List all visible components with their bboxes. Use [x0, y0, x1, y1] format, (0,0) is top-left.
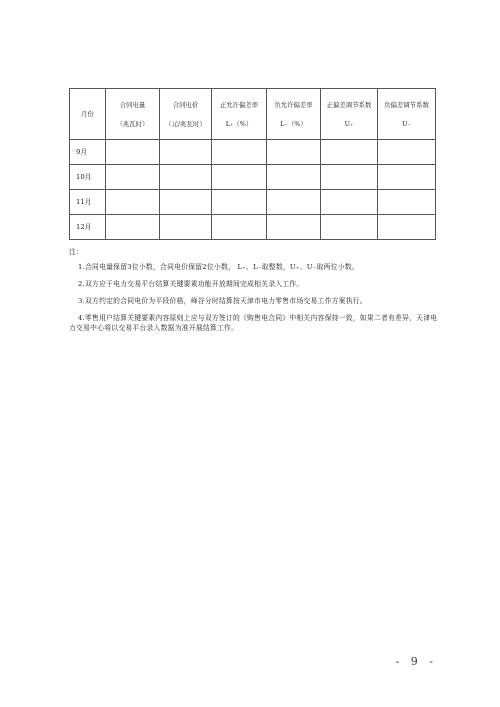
month-cell: 12月	[70, 215, 106, 240]
table-row	[70, 215, 436, 240]
table-cell	[160, 190, 212, 215]
table-cell	[160, 140, 212, 165]
notes-label: 注：	[69, 248, 83, 256]
header-cell-contract-quantity: 合同电量 （兆瓦时）	[106, 89, 160, 140]
table-row	[70, 190, 436, 215]
month-cell: 11月	[70, 190, 106, 215]
header-cell-positive-adjust-coefficient: 正偏差调节系数 U₊	[321, 89, 378, 140]
header-cell-month: 月份	[70, 89, 106, 140]
header-cell-negative-adjust-coefficient: 负偏差调节系数 U₋	[378, 89, 436, 140]
table-cell	[321, 165, 378, 190]
table-cell	[160, 215, 212, 240]
notes-section	[69, 247, 441, 340]
page-number: - 9 -	[395, 655, 437, 668]
table-cell	[321, 215, 378, 240]
month-cell: 10月	[70, 165, 106, 190]
note-item: 4.零售用户结算关键要素内容原则上应与双方签订的《购售电合同》中相关内容保持一致，如果二者有差异，天津电力交易中心将以交易平台录入数据为准开展结算工作。	[69, 314, 438, 332]
note-item: 1.合同电量保留3位小数，合同电价保留2位小数， L₊、L₋取整数，U₊、U₋取两位小数。	[78, 263, 359, 271]
contract-terms-table	[69, 88, 436, 240]
table-cell	[212, 215, 267, 240]
table-cell	[160, 165, 212, 190]
header-cell-negative-deviation-rate: 负允许偏差率 L₋（%）	[267, 89, 321, 140]
table-cell	[378, 190, 436, 215]
table-cell	[378, 140, 436, 165]
table-cell	[321, 140, 378, 165]
table-cell	[212, 190, 267, 215]
table-cell	[106, 140, 160, 165]
table-cell	[267, 215, 321, 240]
table-row	[70, 140, 436, 165]
table-cell	[212, 140, 267, 165]
note-item: 2.双方应于电力交易平台结算关键要素功能开放期间完成相关录入工作。	[78, 280, 304, 288]
table-cell	[106, 190, 160, 215]
table-cell	[106, 165, 160, 190]
table-cell	[212, 165, 267, 190]
table-cell	[267, 165, 321, 190]
table-header-row	[70, 89, 436, 140]
table-cell	[378, 165, 436, 190]
table-cell	[267, 190, 321, 215]
table-cell	[321, 190, 378, 215]
month-cell: 9月	[70, 140, 106, 165]
table-cell	[378, 215, 436, 240]
header-cell-contract-price: 合同电价 （元/兆瓦时）	[160, 89, 212, 140]
table-row	[70, 165, 436, 190]
header-cell-positive-deviation-rate: 正允许偏差率 L₊（%）	[212, 89, 267, 140]
table-cell	[106, 215, 160, 240]
table-cell	[267, 140, 321, 165]
note-item: 3.双方约定的合同电价为平段价格，峰谷分时结算按天津市电力零售市场交易工作方案执行。	[78, 297, 367, 305]
